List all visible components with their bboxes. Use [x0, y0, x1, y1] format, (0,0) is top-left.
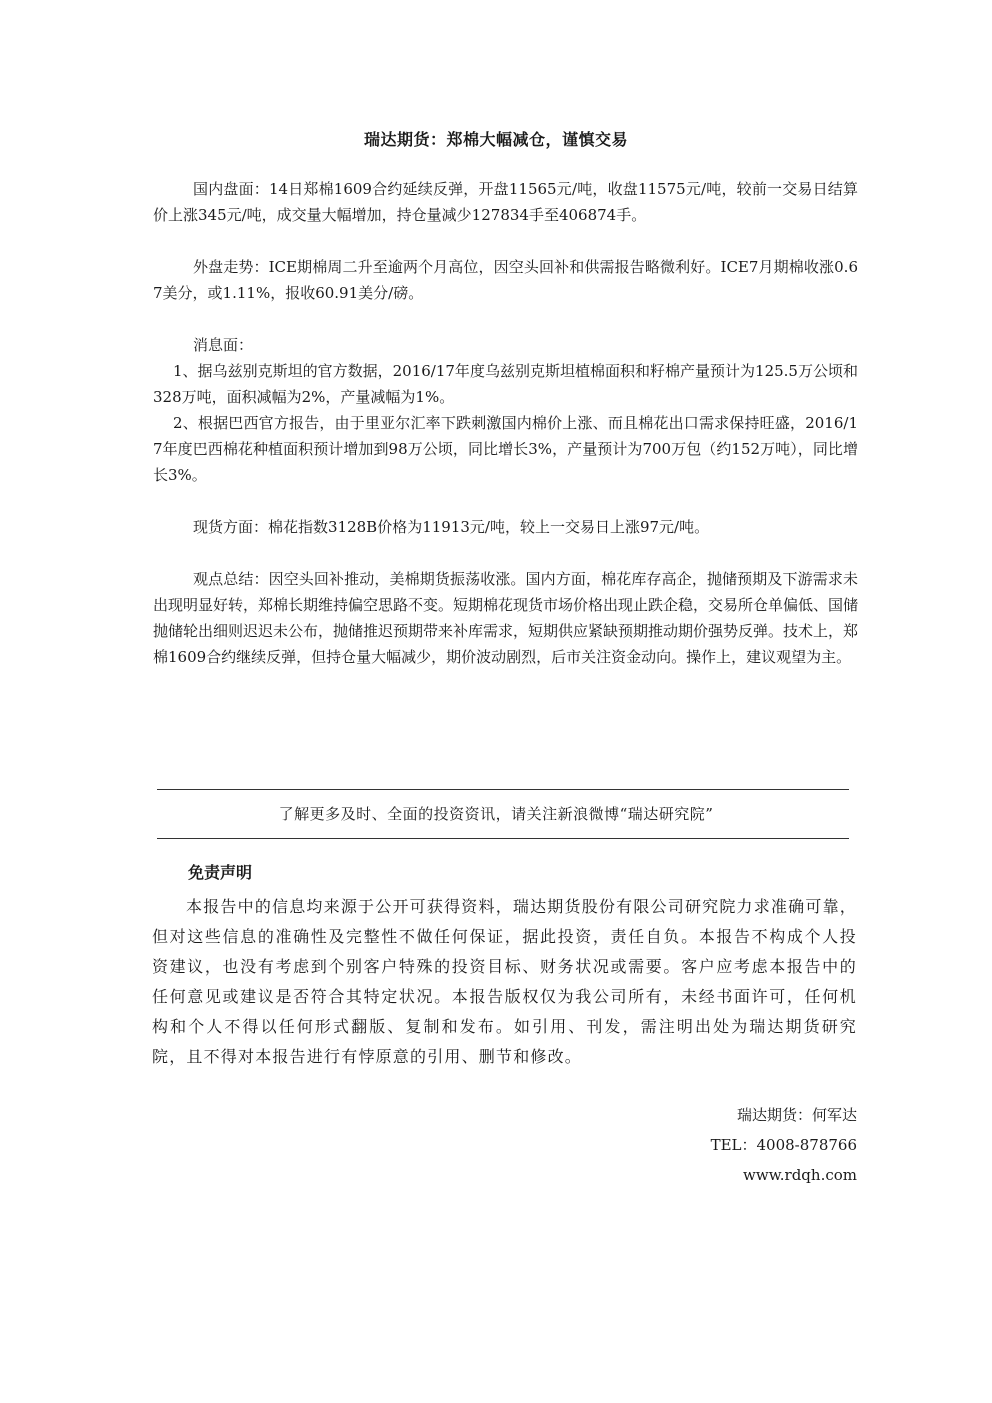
news-item: 2、根据巴西官方报告，由于里亚尔汇率下跌刺激国内棉价上涨、而且棉花出口需求保持旺盛，2016/17年度巴西棉花种植面积预计增加到98万公顷，同比增长3%，产量预计为700万包（约152万吨），同比增长3%。 [153, 414, 858, 484]
spot-paragraph: 现货方面：棉花指数3128B价格为11913元/吨，较上一交易日上涨97元/吨。 [193, 518, 710, 536]
website-line: www.rdqh.com [743, 1166, 857, 1184]
summary-paragraph: 观点总结：因空头回补推动，美棉期货振荡收涨。国内方面，棉花库存高企，抛储预期及下游需求未出现明显好转，郑棉长期维持偏空思路不变。短期棉花现货市场价格出现止跌企稳，交易所仓单偏低、国储抛储轮出细则迟迟未公布，抛储推迟预期带来补库需求，短期供应紧缺预期推动期价强势反弹。技术上，郑棉1609合约继续反弹，但持仓量大幅减少，期价波动剧烈，后市关注资金动向。操作上，建议观望为主。 [153, 570, 859, 666]
domestic-market-paragraph: 国内盘面：14日郑棉1609合约延续反弹，开盘11565元/吨，收盘11575元/吨，较前一交易日结算价上涨345元/吨，成交量大幅增加，持仓量减少127834手至406874手。 [153, 180, 858, 224]
report-title: 瑞达期货：郑棉大幅减仓，谨慎交易 [363, 130, 628, 149]
disclaimer-title: 免责声明 [188, 863, 253, 882]
author-line: 瑞达期货：何军达 [736, 1106, 857, 1124]
weibo-follow-text: 了解更多及时、全面的投资资讯，请关注新浪微博“瑞达研究院” [278, 805, 714, 823]
signature-block [711, 1100, 857, 1190]
news-heading: 消息面： [193, 336, 254, 354]
news-item: 1、据乌兹别克斯坦的官方数据，2016/17年度乌兹别克斯坦植棉面积和籽棉产量预计为125.5万公顷和328万吨，面积减幅为2%，产量减幅为1%。 [153, 362, 858, 406]
disclaimer-section [152, 860, 857, 1072]
divider-top [157, 789, 849, 790]
disclaimer-body: 本报告中的信息均来源于公开可获得资料，瑞达期货股份有限公司研究院力求准确可靠，但对这些信息的准确性及完整性不做任何保证，据此投资，责任自负。本报告不构成个人投资建议，也没有考虑到个别客户特殊的投资目标、财务状况或需要。客户应考虑本报告中的任何意见或建议是否符合其特定状况。本报告版权仅为我公司所有，未经书面许可，任何机构和个人不得以任何形式翻版、复制和发布。如引用、刊发，需注明出处为瑞达期货研究院，且不得对本报告进行有悖原意的引用、删节和修改。 [152, 897, 857, 1066]
report-content [153, 176, 858, 670]
tel-line: TEL：4008-878766 [710, 1136, 857, 1154]
foreign-market-paragraph: 外盘走势：ICE期棉周二升至逾两个月高位，因空头回补和供需报告略微利好。ICE7月期棉收涨0.67美分，或1.11%，报收60.91美分/磅。 [153, 258, 858, 302]
divider-bottom [157, 838, 849, 839]
